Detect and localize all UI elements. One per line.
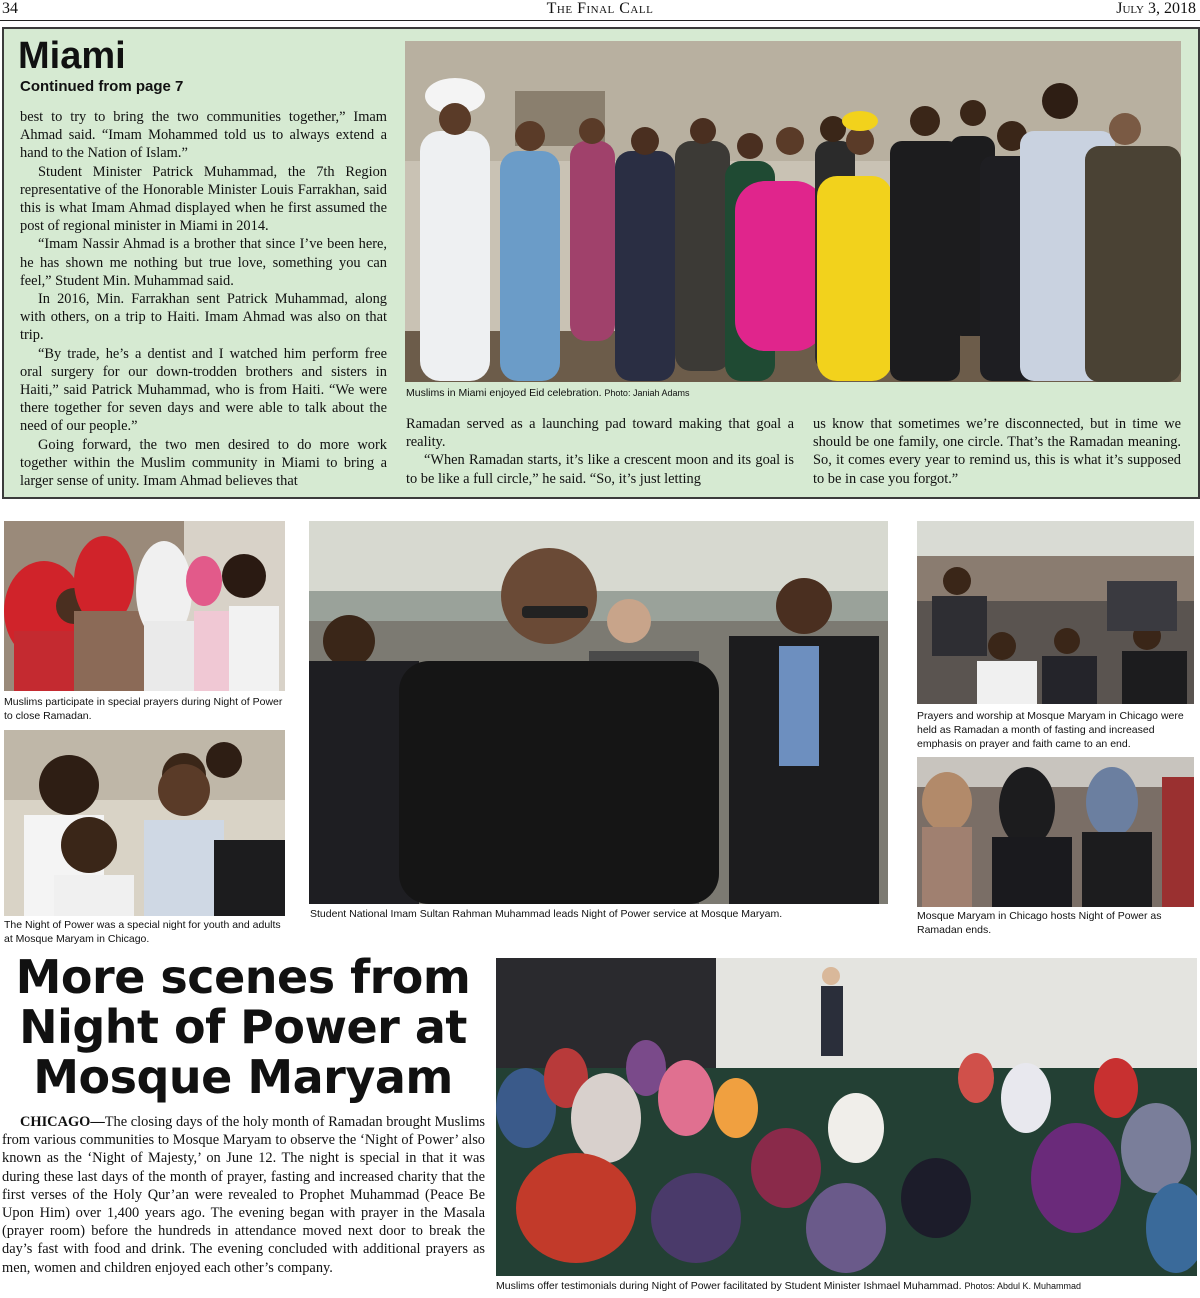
feature-headline [0,952,486,1102]
night-of-power-women-photo [917,757,1194,907]
imam-leading-service-photo [309,521,888,904]
caption-text: Muslims in Miami enjoyed Eid celebration. [406,387,602,399]
miami-title: Miami [18,35,126,77]
headline-line: More scenes from [15,950,471,1004]
photo-credit: Photos: Abdul K. Muhammad [964,1281,1082,1291]
story-paragraph [2,1113,485,1277]
youth-caption: The Night of Power was a special night for youth and adults at Mosque Maryam in Chicago. [4,919,281,945]
dateline: CHICAGO— [20,1114,105,1130]
worship-crowd-caption: Prayers and worship at Mosque Maryam in Chicago were held as Ramadan a month of fasting and increased emphasis on prayer and faith came to an end. [917,710,1184,750]
youth-photo [4,730,285,916]
miami-continued-label: Continued from page 7 [20,78,184,95]
headline-line: Mosque Maryam [33,1050,453,1104]
paragraph: In 2016, Min. Farrakhan sent Patrick Muhammad, along with others, on a trip to Haiti. Imam Ahmad was also on that trip. [20,291,387,344]
night-of-power-women-caption: Mosque Maryam in Chicago hosts Night of Power as Ramadan ends. [917,910,1162,936]
paragraph: Going forward, the two men desired to do more work together within the Muslim community in Miami to bring a larger sense of unity. Imam Ahmad believes that [20,436,387,490]
photo-credit: Photo: Janiah Adams [604,388,690,398]
headline-line: Night of Power at [19,1000,467,1054]
miami-group-photo [405,41,1181,382]
prayer-women-caption: Muslims participate in special prayers during Night of Power to close Ramadan. [4,696,283,722]
miami-column-3 [813,415,1181,488]
page-number: 34 [2,0,18,17]
paragraph: Student Minister Patrick Muhammad, the 7th Region representative of the Honorable Minister Louis Farrakhan, said this is what Imam Ahmad displayed when he first assumed the post of regional minister in Miami in 2014. [20,163,387,235]
paragraph: “When Ramadan starts, it’s like a crescent moon and its goal is to be like a full circle,” he said. “So, it’s just letting [406,452,794,487]
paragraph: Ramadan served as a launching pad toward making that goal a reality. [406,416,794,451]
publication-name: The Final Call [546,0,654,17]
chicago-story [2,1113,485,1277]
paragraph: best to try to bring the two communities together,” Imam Ahmad said. “Imam Mohammed told us to always extend a hand to the Nation of Islam.” [20,109,387,162]
worship-crowd-photo [917,521,1194,704]
miami-photo-caption [406,386,906,400]
paragraph: us know that sometimes we’re disconnected, but in time we should be one family, one circle. That’s the Ramadan meaning. So, it comes every year to remind us, this is what it’s supposed to be in case you forgot.” [813,416,1181,487]
paragraph: “Imam Nassir Ahmad is a brother that since I’ve been here, he has shown me nothing but true love, something you can feel,” Student Min. Muhammad said. [20,236,387,289]
issue-date: July 3, 2018 [1116,0,1196,17]
testimonials-photo [496,958,1197,1276]
page-header [0,0,1200,21]
caption-text: Muslims offer testimonials during Night of Power facilitated by Student Minister Ishmael Muhammad. [496,1280,962,1292]
paragraph: “By trade, he’s a dentist and I watched him perform free oral surgery for our down-trodden brothers and sisters in Haiti,” said Patrick Muhammad, who is from Haiti. “We were there together for seven days and were able to talk about the need of our people.” [20,345,387,435]
story-text: The closing days of the holy month of Ramadan brought Muslims from various communities to Mosque Maryam to observe the ‘Night of Power’ also known as the ‘Night of Majesty,’ on June 12. The night is special in that it was during these last days of the month of prayer, fasting and increased charity that the first verses of the Holy Qur’an were revealed to Prophet Muhammad (Peace Be Upon Him) over 1,400 years ago. The evening began with prayer in the Masala (prayer room) before the hundreds in attendance moved next door to break the day’s fast with food and drink. The evening concluded with additional prayers as men, women and children enjoyed each other’s company. [2,1114,485,1276]
imam-caption: Student National Imam Sultan Rahman Muhammad leads Night of Power service at Mosque Maryam. [310,908,783,920]
miami-column-1 [20,108,387,490]
prayer-women-photo [4,521,285,691]
testimonials-caption [496,1279,1196,1293]
miami-column-2 [406,415,794,488]
